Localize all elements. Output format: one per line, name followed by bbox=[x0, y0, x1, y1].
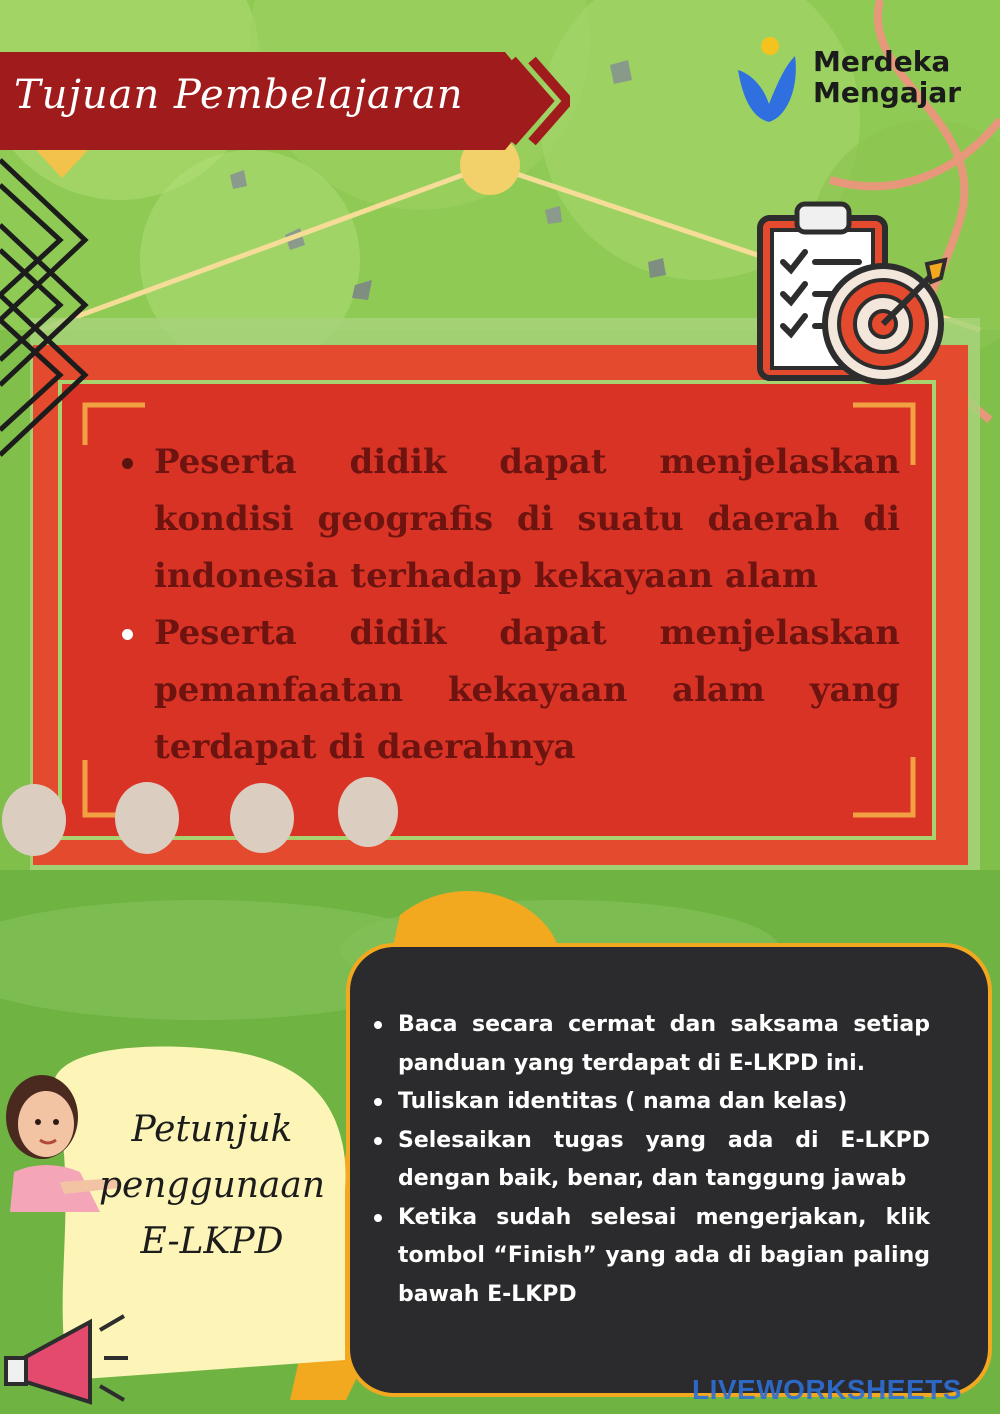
objective-item bbox=[118, 605, 900, 776]
instruction-item bbox=[372, 1122, 930, 1199]
instruction-text: Selesaikan tugas yang ada di E-LKPD dengan baik, benar, dan tanggung jawab bbox=[398, 1127, 930, 1191]
instruction-item bbox=[372, 1083, 930, 1122]
instruction-text: Baca secara cermat dan saksama setiap panduan yang terdapat di E-LKPD ini. bbox=[398, 1012, 930, 1076]
page-title: Tujuan Pembelajaran bbox=[14, 72, 464, 118]
instructions-label-line2: penggunaan bbox=[98, 1165, 326, 1206]
learning-objectives bbox=[118, 434, 900, 776]
instructions-label-line3: E-LKPD bbox=[140, 1221, 284, 1262]
logo-text-line2: Mengajar bbox=[813, 76, 962, 109]
logo-text bbox=[813, 46, 961, 108]
instruction-text: Ketika sudah selesai mengerjakan, klik tombol “Finish” yang ada di bagian paling bawah E-LKPD bbox=[398, 1204, 930, 1307]
objective-text: Peserta didik dapat menjelaskan pemanfaatan kekayaan alam yang terdapat di daerahnya bbox=[154, 613, 900, 767]
merdeka-mengajar-logo-icon bbox=[733, 34, 803, 126]
instruction-item bbox=[372, 1006, 930, 1083]
instruction-text: Tuliskan identitas ( nama dan kelas) bbox=[398, 1089, 848, 1114]
instructions-list bbox=[372, 1006, 930, 1314]
objective-text: Peserta didik dapat menjelaskan kondisi geografis di suatu daerah di indonesia terhadap kekayaan alam bbox=[154, 442, 900, 596]
instructions-label-line1: Petunjuk bbox=[131, 1109, 293, 1150]
megaphone-icon bbox=[0, 1300, 130, 1410]
instructions-label bbox=[92, 1102, 332, 1270]
bullet-icon bbox=[374, 1137, 382, 1145]
bullet-icon bbox=[122, 458, 133, 469]
clipboard-target-icon bbox=[755, 198, 950, 390]
bullet-icon bbox=[374, 1098, 382, 1106]
watermark: LIVEWORKSHEETS bbox=[692, 1374, 962, 1405]
bullet-icon bbox=[374, 1214, 382, 1222]
bullet-icon bbox=[374, 1021, 382, 1029]
logo-text-line1: Merdeka bbox=[813, 45, 951, 78]
objective-item bbox=[118, 434, 900, 605]
instruction-item bbox=[372, 1199, 930, 1315]
bullet-icon bbox=[122, 629, 133, 640]
